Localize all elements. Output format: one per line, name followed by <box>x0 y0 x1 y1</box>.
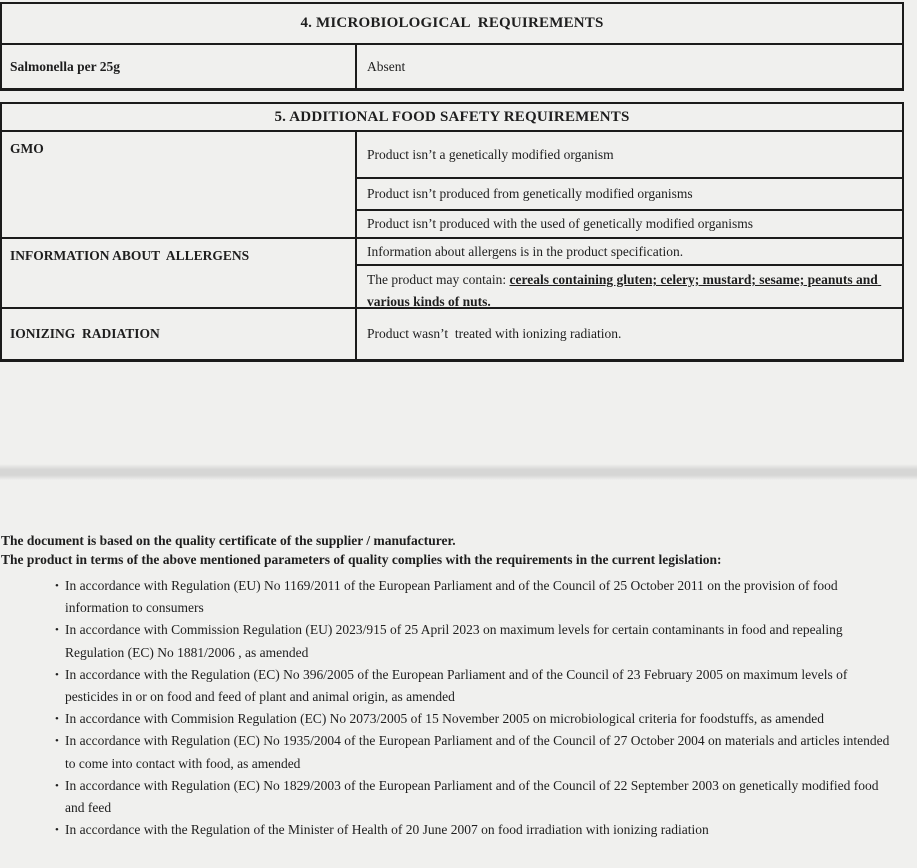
gmo-label-cell: GMO <box>2 132 357 237</box>
regulation-text: In accordance with Regulation (EC) No 1829/2003 of the European Parliament and of the Council of 22 September 2003 on genetically modified food and feed <box>65 777 879 816</box>
regulation-text: In accordance with the Regulation of the Minister of Health of 20 June 2007 on food irradiation with ionizing radiation <box>65 822 709 838</box>
list-item <box>55 730 901 774</box>
regulation-text: In accordance with Commision Regulation (EC) No 2073/2005 of 15 November 2005 on microbiological criteria for foodstuffs, as amended <box>65 711 824 727</box>
list-item <box>55 664 901 708</box>
allergens-values <box>357 239 902 307</box>
regulation-text: In accordance with Regulation (EU) No 1169/2011 of the European Parliament and of the Council of 25 October 2011 on the provision of food information to consumers <box>65 578 838 616</box>
gmo-value-cell: Product isn’t a genetically modified organism <box>367 146 614 162</box>
legal-statements <box>0 532 917 841</box>
bullet-icon: • <box>55 824 59 837</box>
bullet-icon: • <box>55 713 59 726</box>
gmo-values <box>357 132 902 237</box>
allergens-may-contain-cell <box>357 264 902 307</box>
bullet-icon: • <box>55 624 59 637</box>
bullet-icon: • <box>55 779 59 792</box>
bullet-icon: • <box>55 580 59 592</box>
document-basis-statement: The document is based on the quality certificate of the supplier / manufacturer. <box>1 533 456 548</box>
section-5-header: 5. ADDITIONAL FOOD SAFETY REQUIREMENTS <box>274 108 630 125</box>
microbiological-requirements-table <box>0 2 904 91</box>
regulation-text: In accordance with Regulation (EC) No 1935/2004 of the European Parliament and of the Council of 27 October 2004 on materials and articles intended to come into contact with food, as amended <box>65 733 890 771</box>
regulations-list <box>1 575 911 841</box>
list-item <box>55 575 901 619</box>
page-break-separator <box>0 464 917 480</box>
additional-food-safety-table <box>0 102 904 362</box>
bullet-icon: • <box>55 668 59 681</box>
list-item <box>55 708 901 730</box>
list-item <box>55 819 901 841</box>
may-contain-prefix: The product may contain: <box>367 272 510 287</box>
allergens-row <box>2 237 902 307</box>
list-item <box>55 775 901 819</box>
may-contain-allergen-list: cereals containing gluten; celery; mustard; sesame; peanuts and various kinds of nuts. <box>367 272 882 309</box>
section-4-header: 4. MICROBIOLOGICAL REQUIREMENTS <box>300 15 604 31</box>
list-item <box>55 619 901 663</box>
bullet-icon: • <box>55 735 59 748</box>
gmo-row <box>2 130 902 237</box>
compliance-statement: The product in terms of the above mentioned parameters of quality complies with the requirements in the current legislation: <box>1 551 722 567</box>
ionizing-radiation-value-cell: Product wasn’t treated with ionizing radiation. <box>367 326 622 341</box>
ionizing-radiation-row <box>2 307 902 359</box>
gmo-value-cell: Product isn’t produced with the used of genetically modified organisms <box>357 209 902 237</box>
table-row <box>2 43 902 88</box>
allergens-value-cell: Information about allergens is in the product specification. <box>367 243 684 259</box>
salmonella-value-cell: Absent <box>367 58 406 74</box>
gmo-value-cell: Product isn’t produced from genetically modified organisms <box>357 177 902 209</box>
regulation-text: In accordance with the Regulation (EC) No 396/2005 of the European Parliament and of the Council of 23 February 2005 on maximum levels of pesticides in or on food and feed of plant and animal origin, as amended <box>65 666 848 705</box>
salmonella-label-cell: Salmonella per 25g <box>2 45 357 88</box>
regulation-text: In accordance with Commission Regulation (EU) 2023/915 of 25 April 2023 on maximum levels for certain contaminants in food and repealing Regulation (EC) No 1881/2006 , as amended <box>65 622 843 660</box>
ionizing-radiation-label-cell: IONIZING RADIATION <box>2 309 357 359</box>
allergens-label-cell: INFORMATION ABOUT ALLERGENS <box>2 239 357 307</box>
